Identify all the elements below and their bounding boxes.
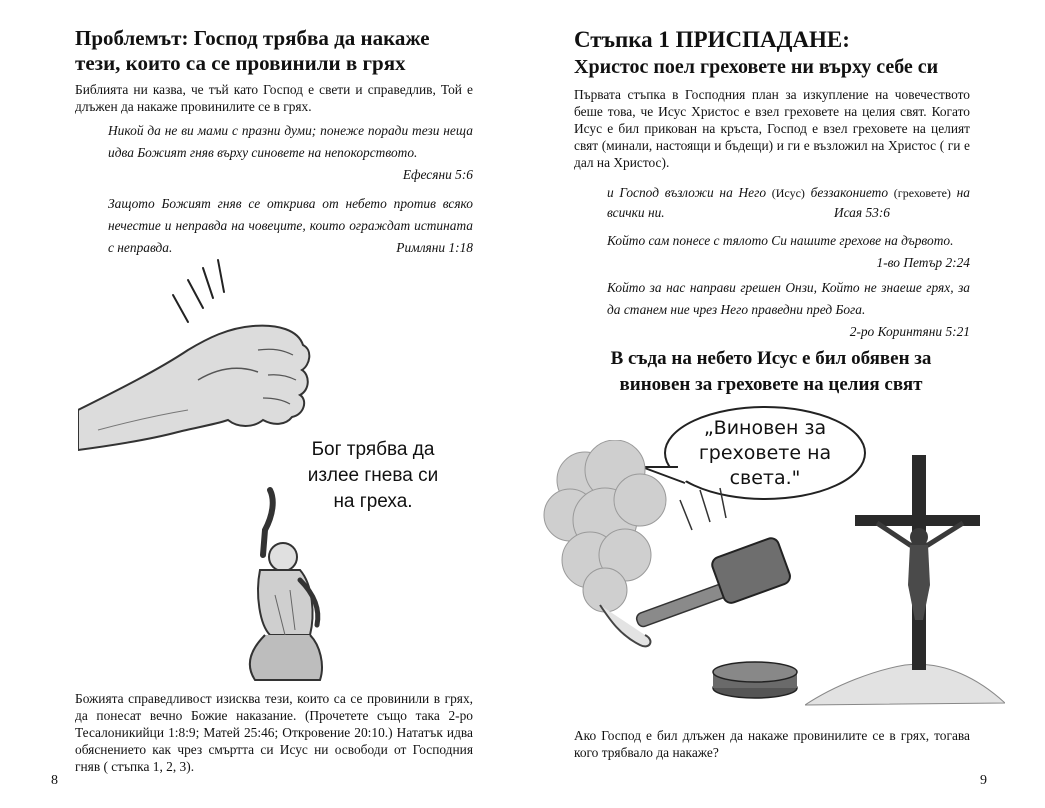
wrath-caption: Бог трябва да излее гнева си на греха. xyxy=(307,439,439,512)
right-quote-1-ref: Исая 53:6 xyxy=(833,205,890,220)
right-quote-1-part2: беззаконието xyxy=(810,185,889,200)
right-page-heading: Стъпка 1 ПРИСПАДАНЕ: xyxy=(574,27,850,52)
left-page-heading: Проблемът: Господ трябва да накаже тези, които са се провинили в грях xyxy=(75,26,430,75)
right-quote-3 xyxy=(607,277,970,343)
right-quote-3-text: Който за нас направи грешен Онзи, Който не знаеше грях, за да станем ние чрез Него праведни пред Бога. xyxy=(607,280,970,317)
right-intro-text: Първата стъпка в Господния план за изкупление на човечеството беше това, че Исус Христос е взел греховете на целия свят. Когато Исус е бил прикован на кръста, Господ е взел греховете на целият свят (минали, настоящи и бъдещи) и ги е възложил на Христос ( ги е дал на Христос). xyxy=(574,87,970,170)
right-quote-2-text: Който сам понесе с тялото Си нашите грехове на дървото. xyxy=(607,233,954,248)
page-number-right: 9 xyxy=(980,773,987,788)
left-quote-2-ref: Римляни 1:18 xyxy=(396,240,473,255)
kneeling-man-illustration xyxy=(225,485,345,685)
right-quote-3-ref: 2-ро Коринтяни 5:21 xyxy=(849,324,970,339)
left-quote-1-ref: Ефесяни 5:6 xyxy=(402,167,473,182)
gavel-illustration xyxy=(530,440,810,710)
fist-illustration xyxy=(78,250,338,460)
left-bottom-text: Божията справедливост изисква тези, които са се провинили в грях, да понесат вечно Божие наказание. (Прочетете също така 2-ро Тесалоникийци 1:8:9; Матей 25:46; Откровение 20:10.) Нататък идва обяснението как чрез смъртта си Исус ни освободи от Господния гняв ( стъпка 1, 2, 3). xyxy=(75,691,473,774)
right-quote-2 xyxy=(607,230,970,274)
left-quote-1 xyxy=(108,120,473,186)
cross-illustration xyxy=(805,455,1005,710)
speech-bubble-text: „Виновен за греховете на света." xyxy=(698,417,832,489)
right-page-subheading: Христос поел греховете ни върху себе си xyxy=(574,56,939,78)
left-quote-2-text: Защото Божият гняв се открива от небето против всяко нечестие и неправда на човеците, които ограждат истината с неправда. xyxy=(108,196,473,255)
right-quote-2-ref: 1-во Петър 2:24 xyxy=(876,255,970,270)
right-quote-1-part1: и Господ възложи на Него xyxy=(607,185,767,200)
right-quote-1 xyxy=(607,183,970,223)
right-quote-1-aside2: (греховете) xyxy=(893,186,951,200)
right-quote-1-part3: на всички ни. xyxy=(607,185,970,220)
page-number-left: 8 xyxy=(51,773,58,788)
right-quote-1-aside1: (Исус) xyxy=(771,186,805,200)
heaven-court-statement: В съда на небето Исус е бил обявен за виновен за греховете на целия свят xyxy=(610,348,932,395)
left-intro-text: Библията ни казва, че тъй като Господ е свети и справедлив, Той е длъжен да накаже провинилите се в грях. xyxy=(75,82,473,114)
right-question-text: Ако Господ е бил длъжен да накаже провинилите се в грях, тогава кого трябвало да накаже? xyxy=(574,728,970,760)
left-quote-1-text: Никой да не ви мами с празни думи; понеже поради тези неща идва Божият гняв върху синовете на непокорството. xyxy=(108,123,473,160)
